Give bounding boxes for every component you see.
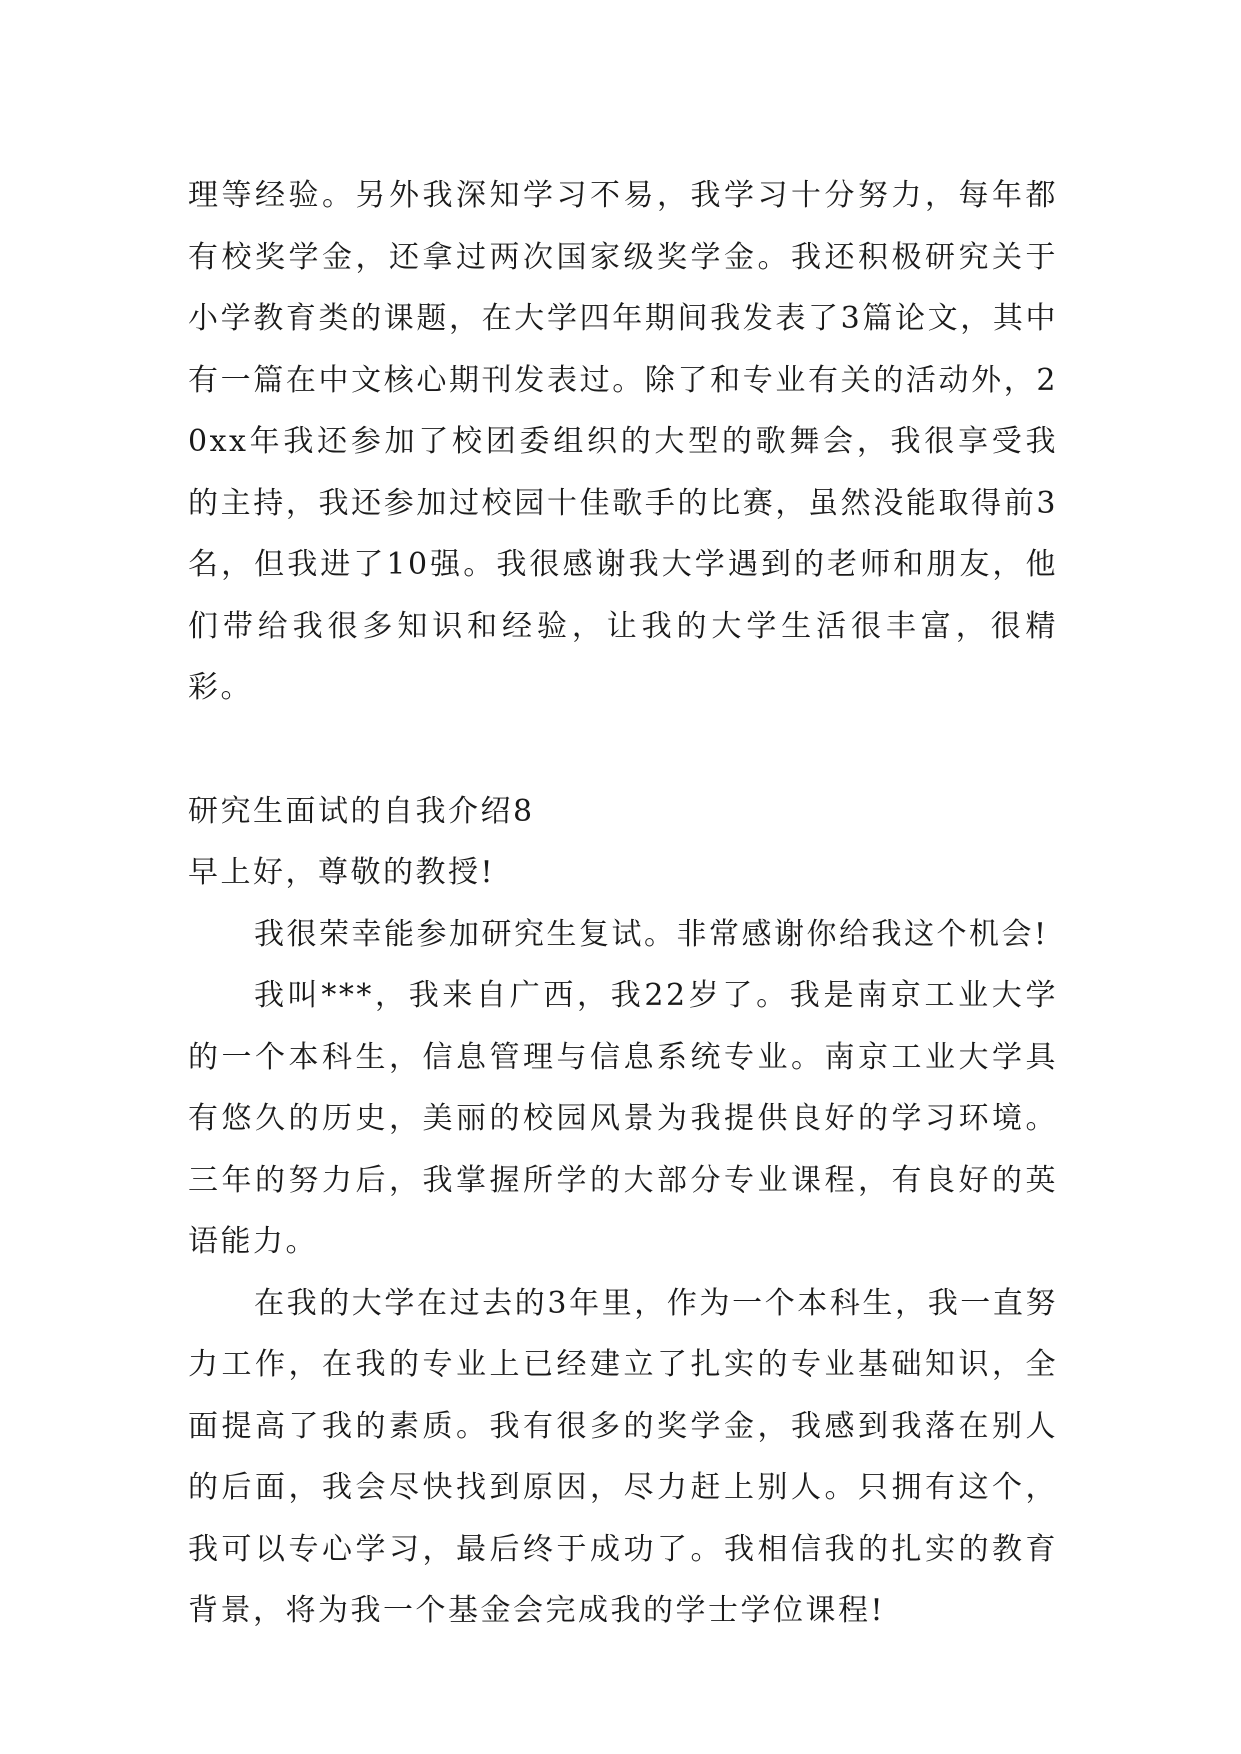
document-body [188, 165, 1058, 1642]
paragraph-achievement: 在我的大学在过去的3年里，作为一个本科生，我一直努力工作，在我的专业上已经建立了扎实的专业基础知识，全面提高了我的素质。我有很多的奖学金，我感到我落在别人的后面，我会尽快找到原因，尽力赶上别人。只拥有这个，我可以专心学习，最后终于成功了。我相信我的扎实的教育背景，将为我一个基金会完成我的学士学位课程! [188, 1285, 1058, 1628]
paragraph-background: 我叫***，我来自广西，我22岁了。我是南京工业大学的一个本科生，信息管理与信息系统专业。南京工业大学具有悠久的历史，美丽的校园风景为我提供良好的学习环境。三年的努力后，我掌握所学的大部分专业课程，有良好的英语能力。 [188, 978, 1058, 1259]
continued-paragraph: 理等经验。另外我深知学习不易，我学习十分努力，每年都有校奖学金，还拿过两次国家级奖学金。我还积极研究关于小学教育类的课题，在大学四年期间我发表了3篇论文，其中有一篇在中文核心期刊发表过。除了和专业有关的活动外，20xx年我还参加了校团委组织的大型的歌舞会，我很享受我的主持，我还参加过校园十佳歌手的比赛，虽然没能取得前3名，但我进了10强。我很感谢我大学遇到的老师和朋友，他们带给我很多知识和经验，让我的大学生活很丰富，很精彩。 [188, 178, 1058, 705]
section-spacer [188, 719, 1058, 781]
paragraph-thanks: 我很荣幸能参加研究生复试。非常感谢你给我这个机会! [254, 916, 1049, 952]
introduction-paragraphs [188, 904, 1058, 1642]
section-title: 研究生面试的自我介绍8 [188, 793, 535, 829]
greeting-line: 早上好，尊敬的教授! [188, 855, 496, 890]
continued-paragraph-block [188, 165, 1058, 719]
